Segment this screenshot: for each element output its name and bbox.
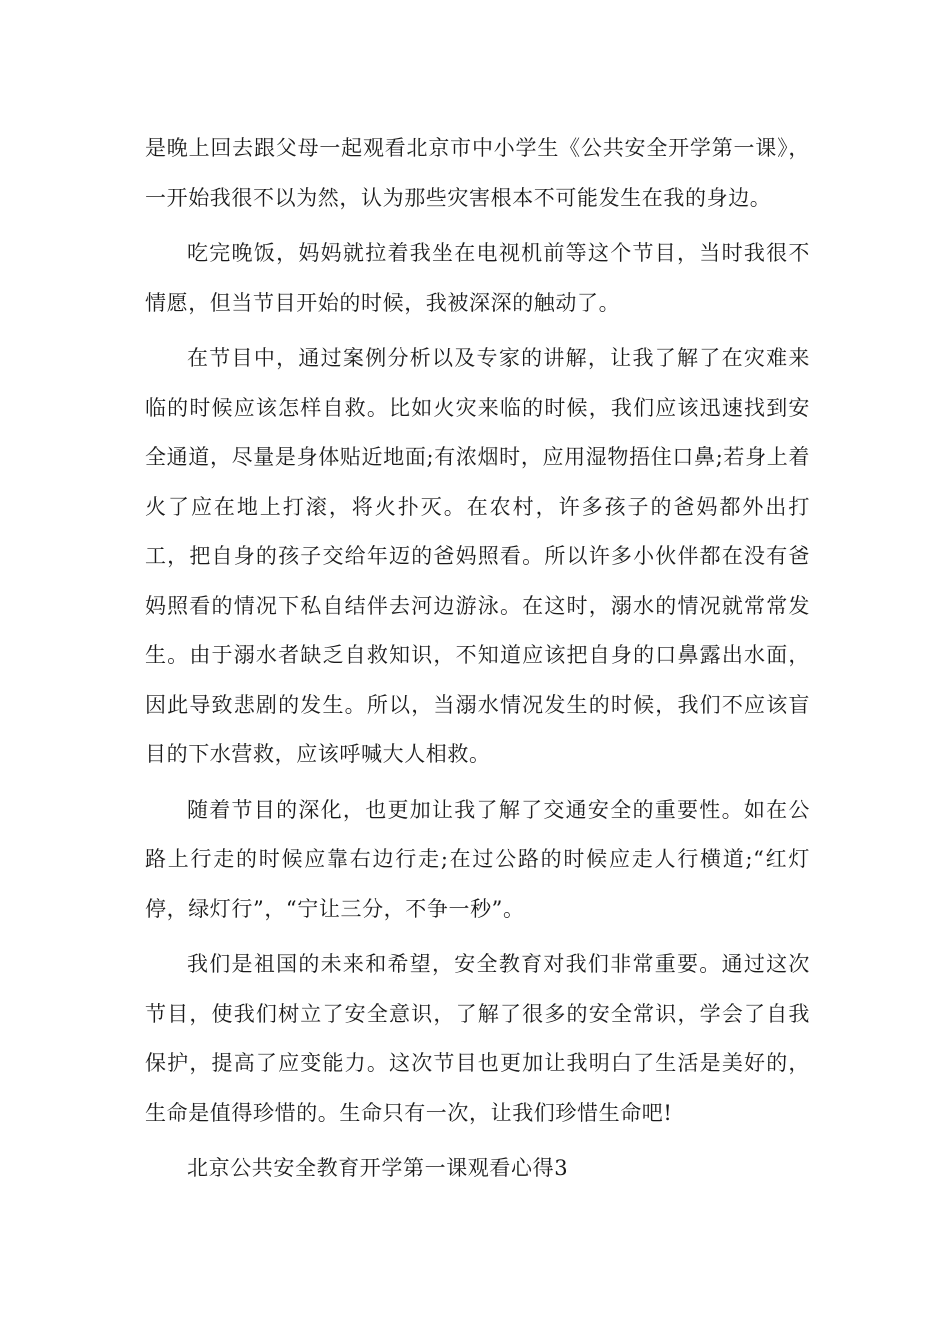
paragraph-dinner: 吃完晚饭，妈妈就拉着我坐在电视机前等这个节目，当时我很不情愿，但当节目开始的时候，我被深深的触动了。: [145, 241, 810, 315]
paragraph-self-rescue: 在节目中，通过案例分析以及专家的讲解，让我了解了在灾难来临的时候应该怎样自救。比如火灾来临的时候，我们应该迅速找到安全通道，尽量是身体贴近地面;有浓烟时，应用湿物捂住口鼻;若身上着火了应在地上打滚，将火扑灭。在农村，许多孩子的爸妈都外出打工，把自身的孩子交给年迈的爸妈照看。所以许多小伙伴都在没有爸妈照看的情况下私自结伴去河边游泳。在这时，溺水的情况就常常发生。由于溺水者缺乏自救知识，不知道应该把自身的口鼻露出水面，因此导致悲剧的发生。所以，当溺水情况发生的时候，我们不应该盲目的下水营救，应该呼喊大人相救。: [145, 346, 810, 766]
document-body: [145, 124, 810, 1200]
section-heading: 北京公共安全教育开学第一课观看心得3: [187, 1156, 569, 1180]
paragraph-traffic-safety: 随着节目的深化，也更加让我了解了交通安全的重要性。如在公路上行走的时候应靠右边行走;在过公路的时候应走人行横道;“红灯停，绿灯行”，“宁让三分，不争一秒”。: [145, 797, 810, 921]
paragraph-conclusion: 我们是祖国的未来和希望，安全教育对我们非常重要。通过这次节目，使我们树立了安全意识，了解了很多的安全常识，学会了自我保护，提高了应变能力。这次节目也更加让我明白了生活是美好的，生命是值得珍惜的。生命只有一次，让我们珍惜生命吧!: [145, 952, 810, 1125]
paragraph-continuation: 是晚上回去跟父母一起观看北京市中小学生《公共安全开学第一课》，一开始我很不以为然，认为那些灾害根本不可能发生在我的身边。: [145, 136, 810, 210]
